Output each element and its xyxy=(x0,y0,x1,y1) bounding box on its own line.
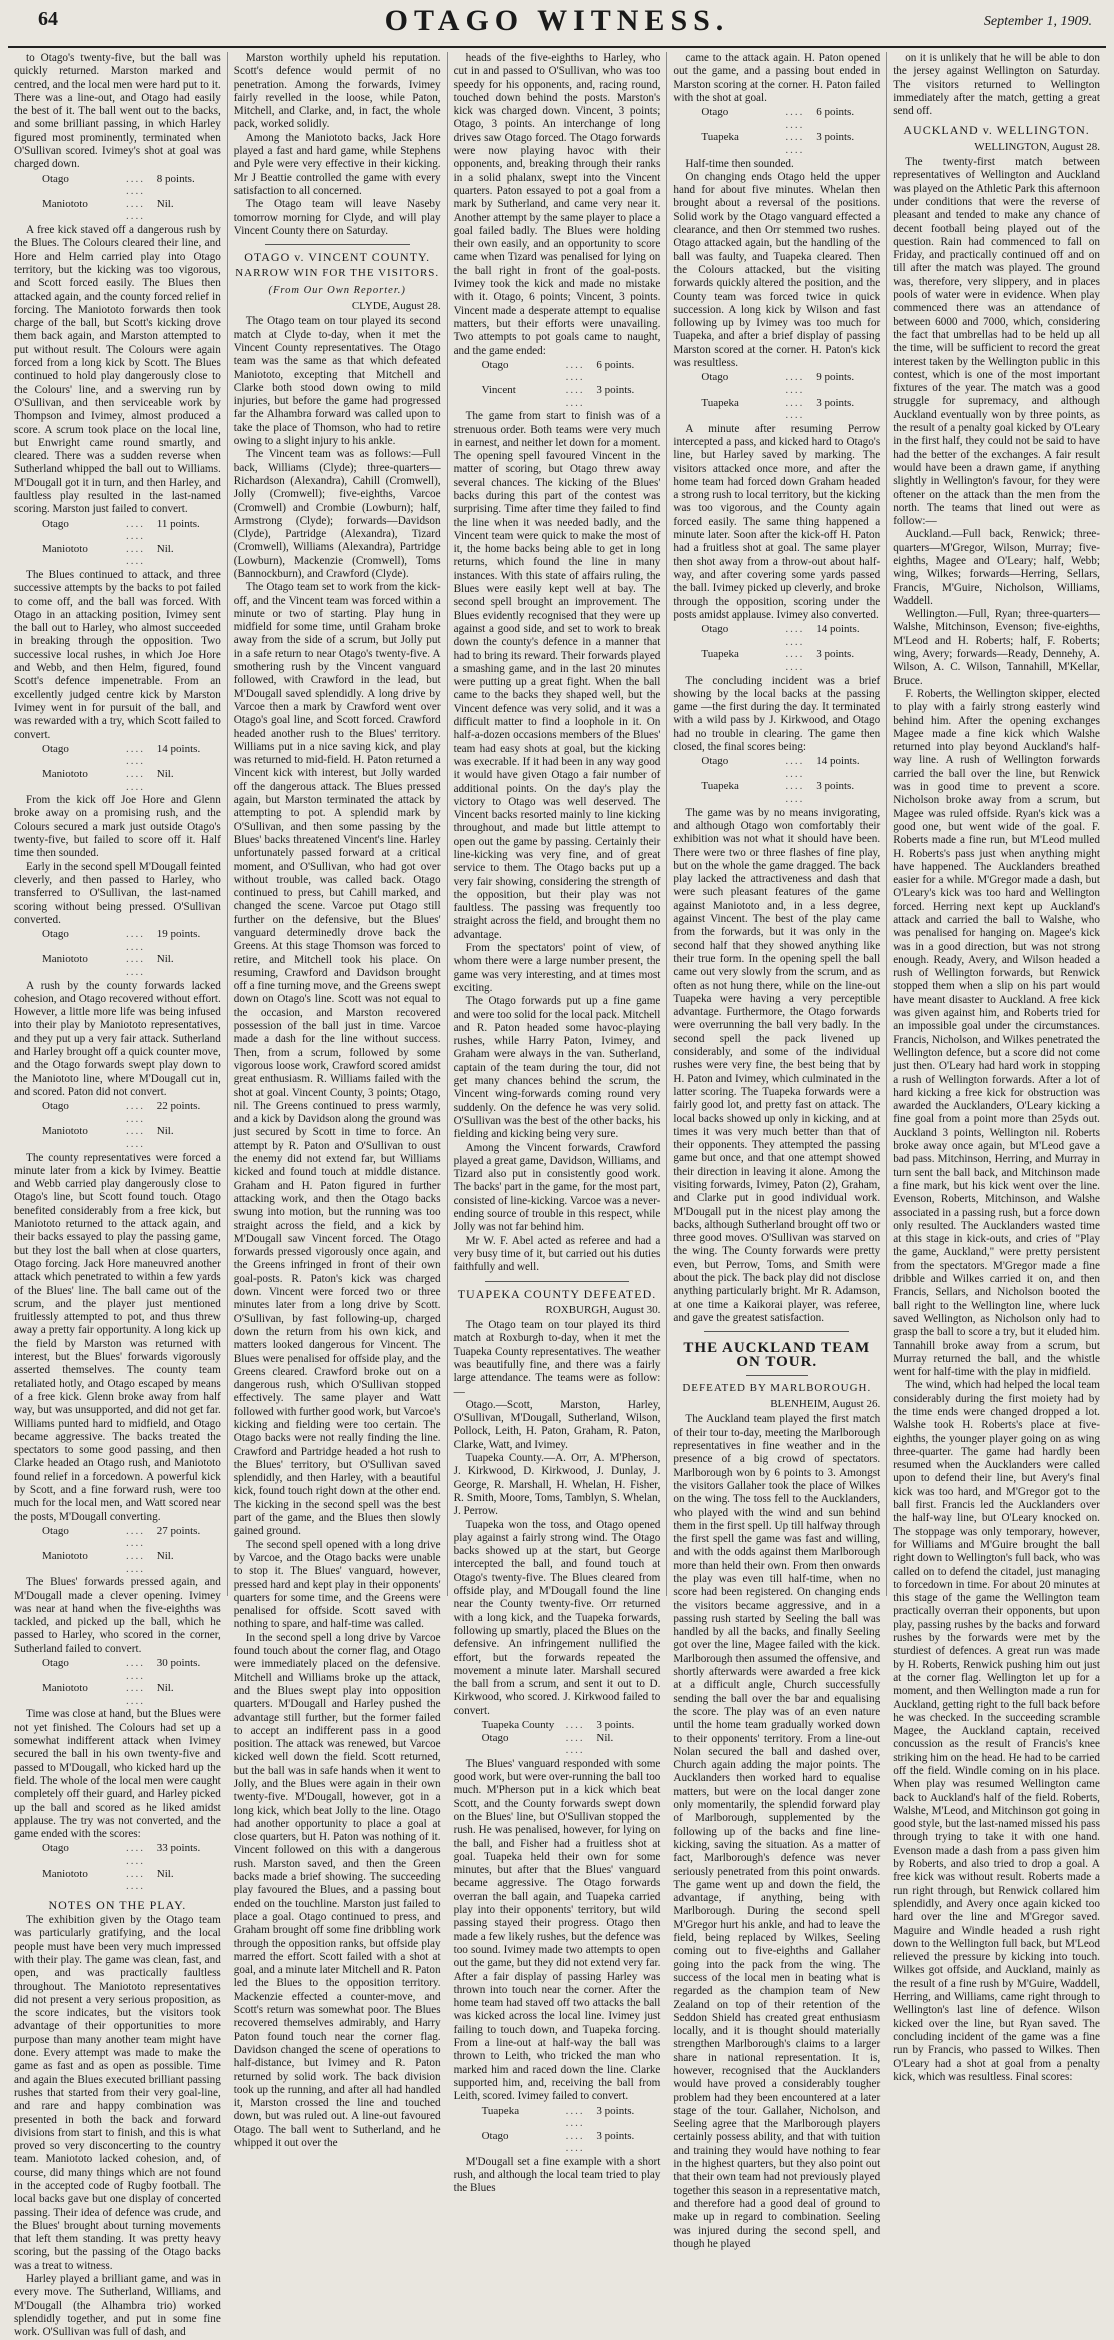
score-value: 30 points. xyxy=(156,1657,201,1670)
team-name: Maniototo xyxy=(42,1682,88,1695)
team-name: Maniototo xyxy=(42,1125,88,1138)
team-name: Otago xyxy=(701,755,729,768)
divider xyxy=(704,1331,849,1332)
score-table: Otago .... .... 9 points. Tuapeka .... .... 3 points. xyxy=(701,371,880,421)
article-subheading: DEFEATED BY MARLBOROUGH. xyxy=(682,1381,872,1394)
paragraph: A minute after resuming Perrow intercepted a pass, and kicked hard to Otago's line, but Harley saved by marking. The visitors attacked once more, and after the home team had forced down Graham headed a strong rush to local territory, but the kicking was too vigorous, and the County again forced easily. The same thing happened a minute later. Soon after the kick-off H. Paton had a fruitless shot at goal. The same player then shot away from a throw-out about half-way, and after covering some yards passed the ball. Ivimey picked up cleverly, and broke through the opposition, scoring under the posts amidst applause. Ivimey also converted. xyxy=(673,422,881,621)
score-table: Tuapeka .... .... 3 points. Otago .... .... 3 points. xyxy=(482,2105,661,2155)
paragraph: The Otago team on tour played its third match at Roxburgh to-day, when it met the Tuapeka County representatives. The weather was beautifully fine, and there was a fairly large attendance. The teams were as follow:— xyxy=(453,1319,661,1398)
score-value: 22 points. xyxy=(156,1100,201,1113)
score-table: Otago .... .... 14 points. Tuapeka .... .... 3 points. xyxy=(701,623,880,673)
score-value: 19 points. xyxy=(156,928,201,941)
score-value: 3 points. xyxy=(816,396,855,409)
score-table: Otago .... .... 30 points. Maniototo .... .... Nil. xyxy=(42,1657,221,1707)
team-list: Wellington.—Full, Ryan; three-quarters—Walshe, Mitchinson, Evenson; five-eighths, M'Leod and H. Roberts; half, F. Roberts; wing, Avery; forwards—Ready, Dennehy, A. Wilson, A. C. Wilson, Tannahill, M'Kellar, Bruce. xyxy=(893,608,1100,687)
team-name: Maniototo xyxy=(42,768,88,780)
paragraph: The wind, which had helped the local team considerably during the first moiety had by the time ends were changed dropped a lot. Walshe took H. Roberts's place at five-eighths, the younger player going on as wing three-quarter. The game had hardly been resumed when the Aucklanders were called upon to defend their line, but Avery's final kick was too hard, and M'Gregor got to the ball first. Francis led the Aucklanders over the half-way line, but O'Leary knocked on. The stoppage was only temporary, however, for Williams and M'Guire brought the ball right down to Wellington's full back, who was called on to defend the citadel, just managing to forcedown in time. For about 20 minutes at this stage of the game the Wellington team practically overran their opponents, but upon play, passing rushes by the backs and forward rushes by the forwards were met by the sturdiest of defences. A great run was made by H. Roberts, Renwick pushing him out just at the corner flag. Wellington let up for a moment, and then Wellington made a run for Auckland, getting right to the full back before he was checked. In the succeeding scramble Magee, the Auckland captain, received concussion as the result of Francis's knee striking him on the head. He had to be carried off the field. Windle coming on in his place. When play was resumed Wellington came back to Auckland's half of the field. Roberts, Walshe, M'Leod, and Mitchinson got going in good style, but the last-named missed his pass through trying to take it with one hand. Evenson made a dash from a pass given him by Roberts, and also tried to drop a goal. A free kick was without result. Roberts made a run right through, but Renwick collared him splendidly, and Avery once again kicked too hard over the line and M'Gregor saved. Maguire and Windle headed a rush right down to the Wellington full back, but M'Leod relieved the pressure by kicking into touch. Wilkes got offside, and Auckland, mainly as the result of a fine rush by M'Guire, Waddell, Herring, and Williams, came right through to Wellington's last line of defence. Wilson kicked over the line, but Ryan saved. The concluding incident of the game was a fine run by Francis, who passed to Wilkes. Then O'Leary had a shot at goal from a penalty kick, which was resultless. Final scores: xyxy=(893,1379,1100,2083)
team-name: Otago xyxy=(42,928,69,941)
score-value: 3 points. xyxy=(596,1719,635,1731)
article-heading: THE AUCKLAND TEAM ON TOUR. xyxy=(683,1340,871,1370)
score-table: Otago .... .... 33 points. Maniototo .... .... Nil. xyxy=(42,1842,221,1892)
score-table: Otago .... .... 14 points. Maniototo .... .... Nil. xyxy=(42,743,221,793)
paragraph: On changing ends Otago held the upper hand for about five minutes. Whelan then brought about a reversal of the positions. Solid work by the Otago vanguard effected a clearance, and then Orr stemmed two rushes. Otago attacked again, but the handling of the ball was faulty, and Tuapeka cleared. Then the Colours attacked, but the visiting forwards quickly altered the position, and the County team was forced twice in quick succession. A long kick by Wilson and fast following up by Ivimey was too much for Tuapeka, and after a brief display of passing Marston scored at the corner. H. Paton's kick was resultless. xyxy=(673,170,881,370)
column-3 xyxy=(448,52,668,2195)
issue-date: September 1, 1909. xyxy=(983,14,1092,29)
score-table: Otago .... .... 11 points. Maniototo .... .... Nil. xyxy=(42,518,221,568)
team-name: Otago xyxy=(42,517,69,530)
paragraph: F. Roberts, the Wellington skipper, elected to play with a fairly strong easterly wind behind him. After the opening exchanges Magee made a fine kick which Walshe returned into play beyond Auckland's half-way line. A rush of Wellington forwards carried the ball over the line, but Renwick was in good time to prevent a score. Nicholson broke away from a scrum, but Magee was ruled offside. Ryan's kick was a good one, but went wide of the goal. F. Roberts made a fine run, but M'Leod mulled H. Roberts's pass just when anything might have happened. The Aucklanders breathed easier for a while. M'Gregor made a dash, but O'Leary's kick was too hard and Wellington forced. Herring next kept up Auckland's attack and carried the ball to Walshe, who was penalised for hanging on. Magee's kick was in a good direction, but was not strong enough. Ready, Avery, and Wilson headed a rush of Wellington forwards, but Renwick stopped them when a slip on his part would have meant disaster to Auckland. A free kick was given against him, and Roberts tried for an impossible goal under the circumstances. Francis, Nicholson, and Wilkes penetrated the Wellington defence, but a score did not come just then. O'Leary had hard work in stopping a rush of Wellington forwards. After a lot of hard kicking a free kick for obstruction was awarded the Aucklanders, O'Leary kicking a fine goal from a point more than 25yds out. Auckland 3 points, Wellington nil. Roberts broke away once again, but M'Leod gave a bad pass. Mitchinson, Herring, and Murray in turn sent the ball back, and Mitchinson made a fine mark, but his kick went over the line. Evenson, Roberts, Mitchinson, and Walshe associated in a passing rush, but a force down only resulted. The Aucklanders wasted time at this stage in kick-outs, and cries of "Play the game, Auckland," were pretty persistent from the spectators. M'Gregor made a fine dribble and Wilkes carried it on, and then Francis, Sellars, and Nicholson booted the ball right to the Wellington line, where luck saved Wellington, as Nicholson only had to grasp the ball to score a try, but it eluded him. Tannahill broke away from a scrum, but Murray returned the ball, and the whistle went for half-time with the play in midfield. xyxy=(893,687,1100,1379)
score-table: Otago .... .... 22 points. Maniototo .... .... Nil. xyxy=(42,1100,221,1150)
paragraph: Early in the second spell M'Dougall feinted cleverly, and then passed to Harley, who transferred to O'Sullivan, the last-named scoring without being pressed. O'Sullivan converted. xyxy=(14,860,221,926)
paragraph: A rush by the county forwards lacked cohesion, and Otago recovered without effort. However, a little more life was being infused into their play by Maniototo representatives, and they put up a very fair attack. Sutherland and Harley brought off a quick counter move, and the Otago forwards swept play down to the Maniototo line, where M'Dougall cut in, and scored. Paton did not convert. xyxy=(14,979,221,1098)
team-list: Tuapeka County.—A. Orr, A. M'Pherson, J. Kirkwood, D. Kirkwood, J. Dunlay, J. George, R. Marshall, H. Whelan, H. Fisher, R. Smith, Moore, Toms, Tamblyn, S. Whelan, J. Perrow. xyxy=(453,1452,661,1518)
paragraph: The Otago team will leave Naseby tomorrow morning for Clyde, and will play Vincent County there on Saturday. xyxy=(233,198,441,237)
paragraph: came to the attack again. H. Paton opened out the game, and a passing bout ended in Marston scoring at the corner. H. Paton failed with the shot at goal. xyxy=(673,52,881,104)
paragraph: Half-time then sounded. xyxy=(685,157,794,170)
team-name: Otago xyxy=(42,1100,69,1113)
paragraph: In the second spell a long drive by Varcoe found touch about the corner flag, and Otago were immediately placed on the defensive. Mitchell and Williams broke up the attack, and the Blues swept play into opposition quarters. M'Dougall and Harley pushed the advantage still further, but the former failed to accept an indifferent pass in a good position. The attack was renewed, but Varcoe kicked well down the field. Scott returned, but the ball was in safe hands when it went to Jolly, and the Blues were again in their own twenty-five. M'Dougall, however, got in a long kick, which beat Jolly to the line. Otago had another opportunity to place a goal at close quarters, but H. Paton was nothing of it. Vincent followed on this with a dangerous rush. Marston saved, and then the Green backs made a brief showing. The succeeding play favoured the Blues, and a passing bout ended on the touchline. Marston just failed to place a goal. Otago continued to press, and Graham brought off some fine dribbling work through the opposition ranks, but offside play marred the effort. Scott failed with a shot at goal, and a minute later Mitchell and R. Paton led the Blues to the opposition territory. Mackenzie effected a counter-move, and Scott's return was somewhat poor. The Blues recovered themselves admirably, and Harry Paton found touch near the corner flag. Davidson changed the scene of operations to half-distance, but Ivimey and R. Paton returned by solid work. The back division took up the running, and after all had handled it, Marston crossed the line and touched down, but was ruled out. A line-out favoured Otago. The ball went to Sutherland, and he whipped it out over the xyxy=(233,1631,441,2150)
team-list: Auckland.—Full back, Renwick; three-quarters—M'Gregor, Wilson, Murray; five-eighths, Magee and O'Leary; half, Webb; wing, Wilkes; forwards—Herring, Sellars, Francis, M'Guire, Nicholson, Williams, Waddell. xyxy=(893,528,1100,607)
team-name: Otago xyxy=(481,2129,509,2142)
score-value: 9 points. xyxy=(816,371,855,384)
score-value: Nil. xyxy=(156,1867,174,1880)
divider xyxy=(265,244,410,245)
paragraph: Among the Vincent forwards, Crawford played a great game, Davidson, Williams, and Tizard also put in consistently good work. The backs' part in the game, for the most part, consisted of line-kicking. Varcoe was a never-ending source of trouble in this respect, while Jolly was not far behind him. xyxy=(453,1141,661,1234)
score-value: Nil. xyxy=(156,197,174,210)
paragraph: The game from start to finish was of a strenuous order. Both teams were very much in earnest, and neither let down for a moment. The opening spell favoured Vincent in the matter of scoring, but Otago threw away several chances. The kicking of the Blues' backs during this part of the contest was surprising. Time after time they failed to find the line when it was needed badly, and the Vincent team were quick to make the most of it, the home backs being able to get in long returns, which found the line in many instances. With this state of affairs ruling, the Blues were easily kept well at bay. The second spell brought an improvement. The Blues evidently recognised that they were up against a good side, and set to work to break down the county's defence in a manner that had to bring its reward. Their forwards played a smashing game, and in the last 20 minutes were putting up a great fight. When the ball came to the backs they shaped well, but the Vincent defence was very solid, and it was a difficult matter to find a loophole in it. On half-a-dozen occasions members of the Blues' team had easy shots at goal, but the kicking was execrable. If it had been in any way good it would have given Otago a fair number of additional points. On the day's play the victory to Otago was well deserved. The Vincent backs resorted mainly to line kicking throughout, and made but little attempt to open out the game by passing. Certainly their line-kicking was very fine, and of great service to them. The Otago backs put up a very fair showing, considering the strength of the opposition, but their play was not faultless. The passing was frequently too straight across the field, and brought them no advantage. xyxy=(453,410,661,941)
paragraph: M'Dougall set a fine example with a short rush, and although the local team tried to play the Blues xyxy=(453,2155,661,2195)
section-heading: NOTES ON THE PLAY. xyxy=(48,1897,187,1912)
paragraph: The Vincent team was as follows:—Full back, Williams (Clyde); three-quarters—Richardson (Alexandra), Cahill (Cromwell), Jolly (Cromwell); five-eighths, Varcoe (Cromwell) and Crombie (Lowburn); half, Armstrong (Clyde); forwards—Davidson (Clyde), Partridge (Alexandra), Tizard (Cromwell), Williams (Alexandra), Partridge (Lowburn), Mackenzie (Cromwell), Toms (Bannockburn), and Crawford (Clyde). xyxy=(233,448,441,580)
paragraph: The Otago team set to work from the kick-off, and the Vincent team was forced within a minute or two of starting. Play hung in midfield for some time, until Graham broke away from the side of a scrum, but Jolly put in a safe return to near Otago's twenty-five. A smothering rush by the Vincent vanguard followed, with Crawford in the lead, but M'Dougall saved splendidly. A long drive by Varcoe then a mark by Crawford went over Otago's goal line, and Scott forced. Crawford headed another rush to the Blues' territory. Williams put in a nice saving kick, and play was returned to mid-field. H. Paton returned a Vincent kick with interest, but Jolly warded off the dangerous attack. The Blues pressed again, but Marston terminated the attack by attempting to pot. A splendid mark by O'Sullivan, and then some passing by the Blues' backs threatened Vincent's line. Harley unfortunately passed forward at a critical moment, and O'Sullivan, who had got over without trouble, was called back. Otago continued to press, but Cahill marked, and changed the scene. Varcoe put Otago still further on the defensive, but the Blues' vanguard determinedly drove back the Greens. At this stage Thomson was forced to retire, and Mitchell took his place. On resuming, Crawford and Davidson brought off a fine turning move, and the Greens swept down on Otago's line. Scott was not equal to the occasion, and Marston recovered possession of the ball just in time. Varcoe made a dash for the line without success. Then, from a scrum, followed by some vigorous loose work, Crawford scored amidst great enthusiasm. R. Williams failed with the shot at goal. Vincent County, 3 points; Otago, nil. The Greens continued to press warmly, and a kick by Davidson along the ground was just secured by Scott in time to force. An attempt by R. Paton and O'Sullivan to oust the enemy did not extend far, but Williams kicked and found touch at middle distance. Graham and H. Paton figured in further attacking work, and then the Otago backs swung into motion, but the running was too straight across the field, and a kick by M'Dougall saw Vincent forced. The Otago forwards pressed vigorously once again, and the Greens infringed in front of their own goal-posts. R. Paton's kick was charged down. Vincent were forced two or three minutes later from a long drive by Scott. O'Sullivan, by fast following-up, charged down the return from his own kick, and matters looked dangerous for Vincent. The Blues were penalised for offside play, and the Greens cleared. Crawford broke out on a dangerous rush, which O'Sullivan stopped effectively. The same player and Watt followed with further good work, but Varcoe's kicking and fielding were too certain. The Otago backs were not really finding the line. Crawford and Partridge headed a hot rush to the Blues' territory, but O'Sullivan saved splendidly, and then Harley, with a beautiful kick, found touch right down at the other end. The kicking in the second spell was the best part of the game, and the Blues then slowly gained ground. xyxy=(233,581,441,1538)
score-value: Nil. xyxy=(156,768,174,780)
paragraph: From the kick off Joe Hore and Glenn broke away on a promising rush, and the Colours secured a mark just outside Otago's twenty-five, but failed to score off it. Half time then sounded. xyxy=(14,794,221,860)
score-value: 14 points. xyxy=(816,755,860,768)
team-name: Maniototo xyxy=(42,1550,88,1563)
dateline: BLENHEIM, August 26. xyxy=(770,1398,881,1411)
team-name: Otago xyxy=(42,1657,69,1670)
team-name: Otago xyxy=(481,358,509,371)
paragraph: to Otago's twenty-five, but the ball was quickly returned. Marston marked and centred, and the local men were hard put to it. There was a line-out, and Otago had easily the best of it. The ball went out to the backs, and some brilliant passing, in which Harley figured most prominently, terminated when O'Sullivan scored. Ivimey's shot at goal was charged down. xyxy=(14,52,221,171)
score-value: 3 points. xyxy=(816,780,855,793)
team-name: Otago xyxy=(701,106,729,119)
paragraph: The Blues continued to attack, and three successive attempts by the backs to pot failed to come off, and the ball was forced. With Otago in an attacking position, Ivimey sent the ball out to Harley, who almost succeeded in breaking through the opposition. Two successive local rushes, in which Joe Hore and Webb, and then Helm, figured, found Scott's defence impenetrable. From an excellently judged centre kick by Marston Ivimey went in for pursuit of the ball, and was rewarded with a try, which Scott failed to convert. xyxy=(14,568,221,741)
paragraph: A free kick staved off a dangerous rush by the Blues. The Colours cleared their line, and Hore and Helm carried play into Otago territory, but the kicking was too vigorous, and Scott forced easily. The Blues then attacked again, and the county forced relief in forcing. The Maniototo forwards then took charge of the ball, but Scott's kicking drove them back again, and Marston attempted to put without result. The Colours were again forced from a long kick by Scott. The Blues continued to hold play dangerously close to the Colours' line, and a swerving run by O'Sullivan, and then serviceable work by Thompson and Ivimey, almost produced a score. A scrum took place on the local line, but Enwright came round smartly, and cleared. There was a sudden reverse when Sutherland whipped the ball out to Williams. M'Dougall got it in turn, and then Harley, and faultless play resulted in the last-named scoring. Marston just failed to convert. xyxy=(14,224,221,516)
score-table: Otago .... .... 27 points. Maniototo .... .... Nil. xyxy=(42,1525,221,1575)
score-value: Nil. xyxy=(156,1125,174,1138)
team-name: Maniototo xyxy=(42,542,88,555)
dateline: CLYDE, August 28. xyxy=(351,300,441,313)
score-value: 3 points. xyxy=(596,384,635,397)
score-value: Nil. xyxy=(156,953,174,966)
team-name: Tuapeka xyxy=(701,648,739,661)
team-name: Tuapeka County xyxy=(481,1719,555,1731)
score-value: 14 points. xyxy=(816,623,860,636)
paragraph: From the spectators' point of view, of whom there were a large number present, the game was very interesting, and at times most exciting. xyxy=(453,942,661,994)
score-value: 14 points. xyxy=(156,742,201,755)
paragraph: The Otago team on tour played its second match at Clyde to-day, when it met the Vincent County representatives. The Otago team was the same as that which defeated Maniototo, excepting that Mitchell and Clarke both stood down owing to mild injuries, but before the game had progressed far the Alhambra forward was called upon to take the place of Thomson, who had to retire owing to a slight injury to his ankle. xyxy=(233,315,441,448)
team-name: Otago xyxy=(42,1524,69,1537)
score-table: Otago .... .... 14 points. Tuapeka .... .... 3 points. xyxy=(701,755,880,805)
paragraph: The Otago forwards put up a fine game and were too solid for the local pack. Mitchell and R. Paton headed some havoc-playing rushes, while Harry Paton, Ivimey, and Graham were always in the van. Sutherland, captain of the team during the tour, did not get many chances behind the scrum, the Vincent wing-forwards coming round very suddenly. On the defence he was very solid. O'Sullivan was the best of the other backs, his fielding and kicking being very sure. xyxy=(453,995,661,1141)
masthead xyxy=(8,0,1106,48)
newspaper-title: OTAGO WITNESS. xyxy=(384,4,730,37)
paragraph: The second spell opened with a long drive by Varcoe, and the Otago backs were unable to stop it. The Blues' vanguard, however, pressed hard and kept play in their opponents' quarters for some time, and the Greens were penalised for offside. Scott saved with nothing to spare, and half-time was called. xyxy=(233,1538,441,1631)
article-columns xyxy=(8,52,1106,2339)
article-heading: OTAGO v. VINCENT COUNTY. xyxy=(244,250,431,265)
team-name: Otago xyxy=(42,172,69,185)
score-value: 33 points. xyxy=(156,1842,201,1855)
score-value: 11 points. xyxy=(156,517,200,530)
team-name: Otago xyxy=(42,742,69,755)
score-value: 27 points. xyxy=(156,1524,201,1537)
paragraph: Mr W. F. Abel acted as referee and had a very busy time of it, but carried out his duties faithfully and well. xyxy=(453,1234,661,1274)
paragraph: on it is unlikely that he will be able to don the jersey against Wellington on Saturday. The visitors returned to Wellington immediately after the match, getting a great send off. xyxy=(893,52,1100,118)
team-list: Otago.—Scott, Marston, Harley, O'Sullivan, M'Dougall, Sutherland, Wilson, Pollock, Leith, H. Paton, Graham, R. Paton, Clarke, Watt, and Ivimey. xyxy=(453,1398,661,1451)
article-heading: TUAPEKA COUNTY DEFEATED. xyxy=(457,1286,657,1301)
score-value: Nil. xyxy=(596,1731,614,1744)
column-2 xyxy=(228,52,448,2150)
divider xyxy=(746,1375,808,1376)
score-value: 6 points. xyxy=(816,106,855,119)
score-table: Otago .... .... 6 points. Vincent .... .... 3 points. xyxy=(482,359,661,409)
team-name: Tuapeka xyxy=(701,131,739,144)
score-value: 3 points. xyxy=(816,648,855,661)
score-value: 3 points. xyxy=(816,131,855,144)
score-value: 3 points. xyxy=(596,2129,635,2142)
team-name: Tuapeka xyxy=(701,780,739,793)
paragraph: Tuapeka won the toss, and Otago opened play against a fairly strong wind. The Otago backs showed up at the start, but George intercepted the ball, and found touch at Otago's twenty-five. The Blues cleared from offside play, and M'Dougall found the line near the County twenty-five. Orr returned with a long kick, and the Tuapeka forwards, following up smartly, placed the Blues on the defensive. An infringement nullified the effort, but the forwards repeated the movement a minute later. Marshall secured the ball from a scrum, and sent it out to D. Kirkwood, who scored. J. Kirkwood failed to convert. xyxy=(453,1518,661,1717)
column-5 xyxy=(887,52,1106,2083)
paragraph: The concluding incident was a brief showing by the local backs at the passing game —the first during the day. It terminated with a wild pass by J. Kirkwood, and Otago had no trouble in clearing. The game then closed, the final scores being: xyxy=(673,674,881,753)
paragraph: Among the Maniototo backs, Jack Hore played a fast and hard game, while Stephens and Pyle were very effective in their kicking. Mr J Beattie controlled the game with every satisfaction to all concerned. xyxy=(233,131,441,197)
score-value: Nil. xyxy=(156,1550,174,1563)
paragraph: The exhibition given by the Otago team was particularly gratifying, and the local people must have been very much impressed with their play. The game was clean, fast, and open, and was practically faultless throughout. The Maniototo representatives did not present a very serious proposition, as the score indicates, but the visitors took advantage of their opportunities to more purpose than many another team might have done. Every attempt was made to make the game as fast and as open as possible. Time and again the Blues executed brilliant passing rushes that started from their very goal-line, and rare and happy combination was presented in both the back and forward divisions from start to finish, and this is what proved so very disconcerting to the country team. Maniototo lacked cohesion, and, of course, did many things which are not found in the accepted code of Rugby football. The local backs gave but one display of concerted passing. Their idea of defence was crude, and the Blues' brought about turning movements that left them standing. It was pretty heavy scoring, but the passing of the Otago backs was a treat to witness. xyxy=(14,1914,221,2272)
paragraph: The Auckland team played the first match of their tour to-day, meeting the Marlborough representatives in fine weather and in the presence of a big crowd of spectators. Marlborough won by 6 points to 3. Amongst the visitors Gallaher took the place of Wilkes on the wing. The toss fell to the Aucklanders, who played with the wind and sun behind them in the first spell. Up till halfway through the first spell the game was fast and willing, and with the odds against them Marlborough more than held their own. From then onwards the play was even till half-time, when no score had been registered. On changing ends the visitors became aggressive, and in a passing rush started by Seeling the ball was handled by all the backs, and finally Seeling got over the line, Magee failed with the kick. Marlborough then assumed the offensive, and shortly afterwards were awarded a free kick at a difficult angle, Church successfully sending the ball over the bar and equalising the score. The play was of an even nature until the home team gradually worked down to their opponents' territory. From a line-out Nolan secured the ball and dashed over, Church again adding the major points. The Aucklanders then worked hard to equalise matters, but were on the local danger zone only momentarily, the splendid forward play of Marlborough, supplemented by the following up of the backs and fine line-kicking, saving the situation. As a matter of fact, Marlborough's defence was never seriously penetrated from this point onwards. The game went up and down the field, the advantage, if anything, being with Marlborough. During the second spell M'Gregor hurt his ankle, and had to leave the field, being replaced by Wilkes, Seeling coming out to five-eighths and Gallaher going into the pack from the wing. The success of the local men in beating what is regarded as the champion team of New Zealand on top of their retention of the Seddon Shield has created great enthusiasm locally, and it is thought should materially strengthen Marlborough's claims to a larger share in national representation. It is, however, recognised that the Aucklanders would have proved a considerably tougher problem had they been encountered at a later stage of the tour. Gallaher, Nicholson, and Seeling agree that the Marlborough players certainly possess ability, and that with tuition and training they would have nothing to fear in the highest quarters, but they also point out that their own team had not previously played together this season in a representative match, and therefore had a good deal of ground to make up in regard to combination. Seeling was injured during the second spell, and though he played xyxy=(673,1413,881,2250)
score-value: Nil. xyxy=(156,542,174,555)
team-name: Otago xyxy=(701,371,729,384)
score-table: Otago .... .... 8 points. Maniototo .... .... Nil. xyxy=(42,173,221,223)
dateline: WELLINGTON, August 28. xyxy=(974,140,1100,153)
paragraph: The county representatives were forced a minute later from a kick by Ivimey. Beattie and Webb carried play dangerously close to Otago's line, but Scott found touch. Otago benefited considerably from a free kick, but Maniototo returned to the attack again, and their backs essayed to play the passing game, but they lost the ball when at close quarters, Otago forcing. Jack Hore maneuvred another attack which penetrated to within a few yards of the Blues' line. The ball came out of the scrum, and the player just mentioned fruitlessly attempted to pot, and thus threw away a pretty fair opportunity. A long kick up the field by Marston was returned with interest, but the Blues' forwards vigorously asserted themselves. The county team retaliated hotly, and Otago escaped by means of a free kick. Glenn broke away from half way, but was unsupported, and did not get far. Williams punted hard to midfield, and Otago became aggressive. The backs treated the spectators to some good passing, and then Clarke headed an Otago rush, and Maniototo found relief in a forcedown. A powerful kick by Scott, and a fine forward rush, were too much for the local men, and Watt scored near the posts, M'Dougall converting. xyxy=(14,1151,221,1523)
paragraph: The Blues' forwards pressed again, and M'Dougall made a clever opening. Ivimey was near at hand when the five-eighths was tackled, and picked up the ball, which he passed to Harley, who scored in the corner, Sutherland failed to convert. xyxy=(14,1576,221,1655)
column-1 xyxy=(8,52,228,2339)
score-value: 8 points. xyxy=(156,172,195,185)
dateline: ROXBURGH, August 30. xyxy=(545,1303,661,1316)
team-name: Tuapeka xyxy=(701,396,739,409)
team-name: Tuapeka xyxy=(481,2104,520,2117)
score-value: Nil. xyxy=(156,1682,174,1695)
team-name: Vincent xyxy=(481,384,516,397)
score-table: Otago .... .... 6 points. Tuapeka .... .... 3 points. xyxy=(701,106,880,156)
divider xyxy=(485,1281,630,1282)
column-4 xyxy=(667,52,887,2250)
article-heading: AUCKLAND v. WELLINGTON. xyxy=(903,123,1090,138)
team-name: Maniototo xyxy=(42,197,88,210)
paragraph: The twenty-first match between representatives of Wellington and Auckland was played on the Athletic Park this afternoon under conditions that were the reverse of pleasant and tended to make any chance of decent football being played out of the question. Rain had commenced to fall on Friday, and practically continued off and on till after the match was played. The ground was, therefore, very slippery, and in places pools of water were in evidence. When play commenced there was an attendance of between 6000 and 7000, which, considering the fact that umbrellas had to be held up all the time, will be sufficient to record the great interest taken by the Wellington public in this contest, which is one of the most important fixtures of the year. The match was a good struggle for supremacy, and although Auckland eventually won by three points, as the result of a penalty goal kicked by O'Leary in the first half, they could not be said to have had the better of the exchanges. A fair result would have been a drawn game, if anything slightly in Wellington's favour, for they were oftener on the attack than the men from the north. The teams that lined out were as follow:— xyxy=(893,156,1100,528)
score-value: 6 points. xyxy=(596,358,635,371)
team-name: Maniototo xyxy=(42,953,88,966)
paragraph: The game was by no means invigorating, and although Otago won comfortably their exhibition was not what it should have been. There were two or three flashes of fine play, but on the whole the game dragged. The back play lacked the attractiveness and dash that were such pleasant features of the game against Maniototo and, in a less degree, against Vincent. The best of the play came from the forwards, but it was only in the second half that they showed anything like their true form. In the opening spell the ball came out very slowly from the scrum, and as often as not hung there, while on the line-out Tuapeka were having a very perceptible advantage. Furthermore, the Otago forwards were overrunning the ball very badly. In the second spell the pack livened up considerably, and some of the individual rushes were very fine, the best being that by H. Paton and Ivimey, which culminated in the latter scoring. The Tuapeka forwards were a fairly good lot, and pretty fast on attack. The local backs showed up only in kicking, and at times it was very much better than that of their opponents. They attempted the passing game but once, and that one attempt showed their direction in leaving it alone. Among the visiting forwards, Ivimey, Paton (2), Graham, and Clarke put in good individual work. M'Dougall put in the nicest play among the backs, although Sutherland brought off two or three good moves. O'Sullivan was starved on the wing. The County forwards were pretty even, but Perrow, Toms, and Smith were about the pick. The back play did not disclose anything particularly bright. Mr R. Adamson, at one time a Kaikorai player, was referee, and gave the greatest satisfaction. xyxy=(673,806,881,1324)
paragraph: Time was close at hand, but the Blues were not yet finished. The Colours had set up a somewhat indifferent attack when Ivimey secured the ball in his own twenty-five and passed to M'Dougall, who kicked hard up the field. The whole of the local men were caught completely off their guard, and Harley picked up the ball and scored as he liked amidst applause. The try was not converted, and the game ended with the scores: xyxy=(14,1708,221,1841)
page-number: 64 xyxy=(38,8,58,30)
team-name: Otago xyxy=(42,1842,69,1855)
score-value: 3 points. xyxy=(596,2104,635,2117)
reporter-credit: (From Our Own Reporter.) xyxy=(268,284,406,296)
paragraph: Harley played a brilliant game, and was in every move. The Sutherland, Williams, and M'Dougall (the Alhambra trio) worked splendidly together, and put in some fine work. O'Sullivan was full of dash, and xyxy=(14,2273,221,2339)
team-name: Maniototo xyxy=(42,1867,88,1880)
article-subheading: NARROW WIN FOR THE VISITORS. xyxy=(235,267,440,280)
score-table: Otago .... .... 19 points. Maniototo .... .... Nil. xyxy=(42,928,221,978)
score-table: Tuapeka County .... 3 points. Otago .... .... Nil. xyxy=(482,1719,661,1757)
paragraph: Marston worthily upheld his reputation. Scott's defence would permit of no penetration. Among the forwards, Ivimey fairly revelled in the loose, while Paton, Mitchell, and Clarke, and, in fact, the whole pack, worked solidly. xyxy=(233,52,441,131)
team-name: Otago xyxy=(701,623,729,636)
paragraph: The Blues' vanguard responded with some good work, but were over-running the ball too much. M'Pherson put in a kick which beat Scott, and the County forwards swept down on the Blues' line, but O'Sullivan stopped the rush. He was penalised, however, for lying on the ball, and Fisher had a fruitless shot at goal. Tuapeka held their own for some minutes, but after that the Blues' vanguard became aggressive. The Otago forwards overran the ball again, and Tuapeka carried play into their opponents' territory, but wild passing stayed their progress. Otago then made a few likely rushes, but the defence was too sound. Ivimey made two attempts to open out the game, but they did not extend very far. After a fair display of passing Harley was thrown into touch near the corner. After the home team had staved off two attacks the ball was kicked across the local line. Ivimey just failing to touch down, and Tuapeka forcing. From a line-out at half-way the ball was thrown to Leith, who tricked the man who marked him and raced down the line. Clarke supported him, and, receiving the ball from Leith, scored. Ivimey failed to convert. xyxy=(453,1757,661,2103)
team-name: Otago xyxy=(481,1731,509,1744)
paragraph: heads of the five-eighths to Harley, who cut in and passed to O'Sullivan, who was too speedy for his opponents, and, racing round, touched down behind the posts. Marston's kick was charged down. Vincent, 3 points; Otago, 3 points. An interchange of long drives saw Otago forced. The Otago forwards were now playing havoc with their opponents, and, breaking through their ranks in a solid phalanx, swept into the Vincent quarters. Paton essayed to pot a goal from a mark by Sutherland, and came very near it. Another attempt by the same player to place a goal failed badly. The Blues were holding their own easily, and an opportunity to score came when Tizard was penalised for lying on the ball right in front of the goal-posts. Ivimey took the kick and made no mistake with it. Otago, 6 points; Vincent, 3 points. Vincent made a desperate attempt to equalise matters, but their efforts were unavailing. Two attempts to pot goals came to naught, and the game ended: xyxy=(453,52,661,357)
